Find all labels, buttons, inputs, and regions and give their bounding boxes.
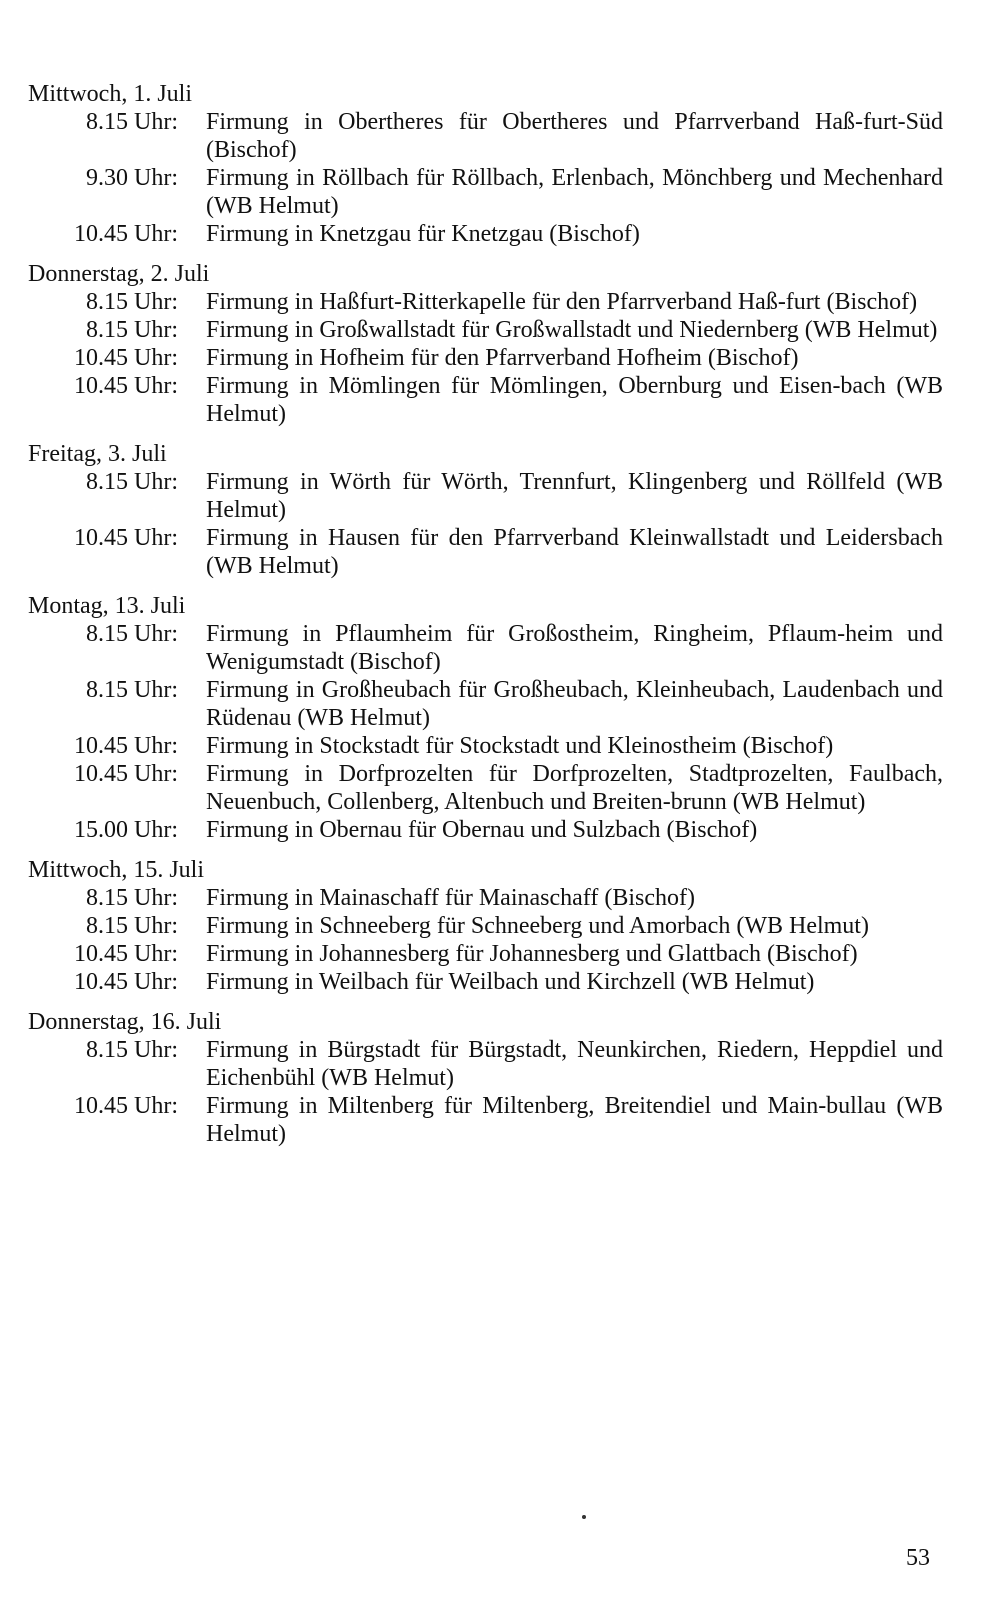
- entry-description: Firmung in Röllbach für Röllbach, Erlenbach, Mönchberg und Mechenhard (WB Helmut): [206, 165, 943, 219]
- schedule-entry: [28, 524, 943, 580]
- day-title: Donnerstag, 2. Juli: [28, 261, 210, 287]
- entry-time: 10.45 Uhr:: [74, 525, 178, 551]
- schedule-entry: [28, 760, 943, 816]
- day-title: Donnerstag, 16. Juli: [28, 1009, 222, 1035]
- schedule-entry: [28, 372, 943, 428]
- day-block: [28, 260, 943, 428]
- entry-time: 10.45 Uhr:: [74, 373, 178, 399]
- entry-description: Firmung in Haßfurt-Ritterkapelle für den Pfarrverband Haß-furt (Bischof): [206, 289, 918, 315]
- day-title: Mittwoch, 15. Juli: [28, 857, 205, 883]
- entry-time: 8.15 Uhr:: [86, 1037, 178, 1063]
- schedule-entry: [28, 1036, 943, 1092]
- day-title: Montag, 13. Juli: [28, 593, 186, 619]
- schedule-entry: [28, 108, 943, 164]
- entry-time: 8.15 Uhr:: [86, 289, 178, 315]
- entry-description: Firmung in Großheubach für Großheubach, Kleinheubach, Laudenbach und Rüdenau (WB Helmut): [206, 677, 943, 731]
- entry-time: 10.45 Uhr:: [74, 941, 178, 967]
- entry-time: 8.15 Uhr:: [86, 885, 178, 911]
- entry-description: Firmung in Weilbach für Weilbach und Kirchzell (WB Helmut): [206, 969, 815, 995]
- entry-description: Firmung in Obertheres für Obertheres und Pfarrverband Haß-furt-Süd (Bischof): [206, 109, 943, 163]
- schedule-entry: [28, 816, 943, 844]
- schedule-entry: [28, 676, 943, 732]
- entry-time: 8.15 Uhr:: [86, 621, 178, 647]
- day-block: [28, 440, 943, 580]
- day-block: [28, 1008, 943, 1148]
- entry-description: Firmung in Stockstadt für Stockstadt und Kleinostheim (Bischof): [206, 733, 834, 759]
- entry-description: Firmung in Wörth für Wörth, Trennfurt, Klingenberg und Röllfeld (WB Helmut): [206, 469, 943, 523]
- entry-description: Firmung in Großwallstadt für Großwallstadt und Niedernberg (WB Helmut): [206, 317, 938, 343]
- schedule-entry: [28, 968, 943, 996]
- entry-description: Firmung in Mömlingen für Mömlingen, Obernburg und Eisen-bach (WB Helmut): [206, 373, 943, 427]
- schedule-entry: [28, 220, 943, 248]
- entry-time: 15.00 Uhr:: [74, 817, 178, 843]
- entry-description: Firmung in Hofheim für den Pfarrverband Hofheim (Bischof): [206, 345, 799, 371]
- entry-description: Firmung in Mainaschaff für Mainaschaff (Bischof): [206, 885, 695, 911]
- schedule: [28, 80, 943, 1160]
- schedule-entry: [28, 344, 943, 372]
- entry-description: Firmung in Johannesberg für Johannesberg und Glattbach (Bischof): [206, 941, 858, 967]
- schedule-entry: [28, 940, 943, 968]
- schedule-entry: [28, 732, 943, 760]
- entry-time: 10.45 Uhr:: [74, 761, 178, 787]
- entry-time: 8.15 Uhr:: [86, 913, 178, 939]
- entry-time: 8.15 Uhr:: [86, 109, 178, 135]
- entry-time: 8.15 Uhr:: [86, 469, 178, 495]
- schedule-entry: [28, 620, 943, 676]
- schedule-entry: [28, 468, 943, 524]
- page-number: 53: [906, 1545, 930, 1571]
- schedule-entry: [28, 164, 943, 220]
- day-block: [28, 856, 943, 996]
- entry-time: 8.15 Uhr:: [86, 677, 178, 703]
- entry-description: Firmung in Schneeberg für Schneeberg und Amorbach (WB Helmut): [206, 913, 869, 939]
- day-block: [28, 592, 943, 844]
- entry-time: 8.15 Uhr:: [86, 317, 178, 343]
- entry-time: 9.30 Uhr:: [86, 165, 178, 191]
- entry-time: 10.45 Uhr:: [74, 969, 178, 995]
- entry-time: 10.45 Uhr:: [74, 221, 178, 247]
- schedule-entry: [28, 316, 943, 344]
- schedule-entry: [28, 884, 943, 912]
- entry-description: Firmung in Bürgstadt für Bürgstadt, Neunkirchen, Riedern, Heppdiel und Eichenbühl (WB Helmut): [206, 1037, 943, 1091]
- print-speck: [582, 1515, 586, 1519]
- schedule-entry: [28, 1092, 943, 1148]
- entry-description: Firmung in Hausen für den Pfarrverband Kleinwallstadt und Leidersbach (WB Helmut): [206, 525, 943, 579]
- day-title: Mittwoch, 1. Juli: [28, 81, 193, 107]
- entry-description: Firmung in Knetzgau für Knetzgau (Bischof): [206, 221, 640, 247]
- entry-description: Firmung in Obernau für Obernau und Sulzbach (Bischof): [206, 817, 758, 843]
- schedule-entry: [28, 912, 943, 940]
- entry-time: 10.45 Uhr:: [74, 733, 178, 759]
- day-title: Freitag, 3. Juli: [28, 441, 167, 467]
- schedule-entry: [28, 288, 943, 316]
- entry-time: 10.45 Uhr:: [74, 345, 178, 371]
- day-block: [28, 80, 943, 248]
- entry-time: 10.45 Uhr:: [74, 1093, 178, 1119]
- entry-description: Firmung in Pflaumheim für Großostheim, Ringheim, Pflaum-heim und Wenigumstadt (Bischof): [206, 621, 943, 675]
- entry-description: Firmung in Dorfprozelten für Dorfprozelten, Stadtprozelten, Faulbach, Neuenbuch, Collenberg, Altenbuch und Breiten-brunn (WB Helmut): [206, 761, 943, 815]
- entry-description: Firmung in Miltenberg für Miltenberg, Breitendiel und Main-bullau (WB Helmut): [206, 1093, 943, 1147]
